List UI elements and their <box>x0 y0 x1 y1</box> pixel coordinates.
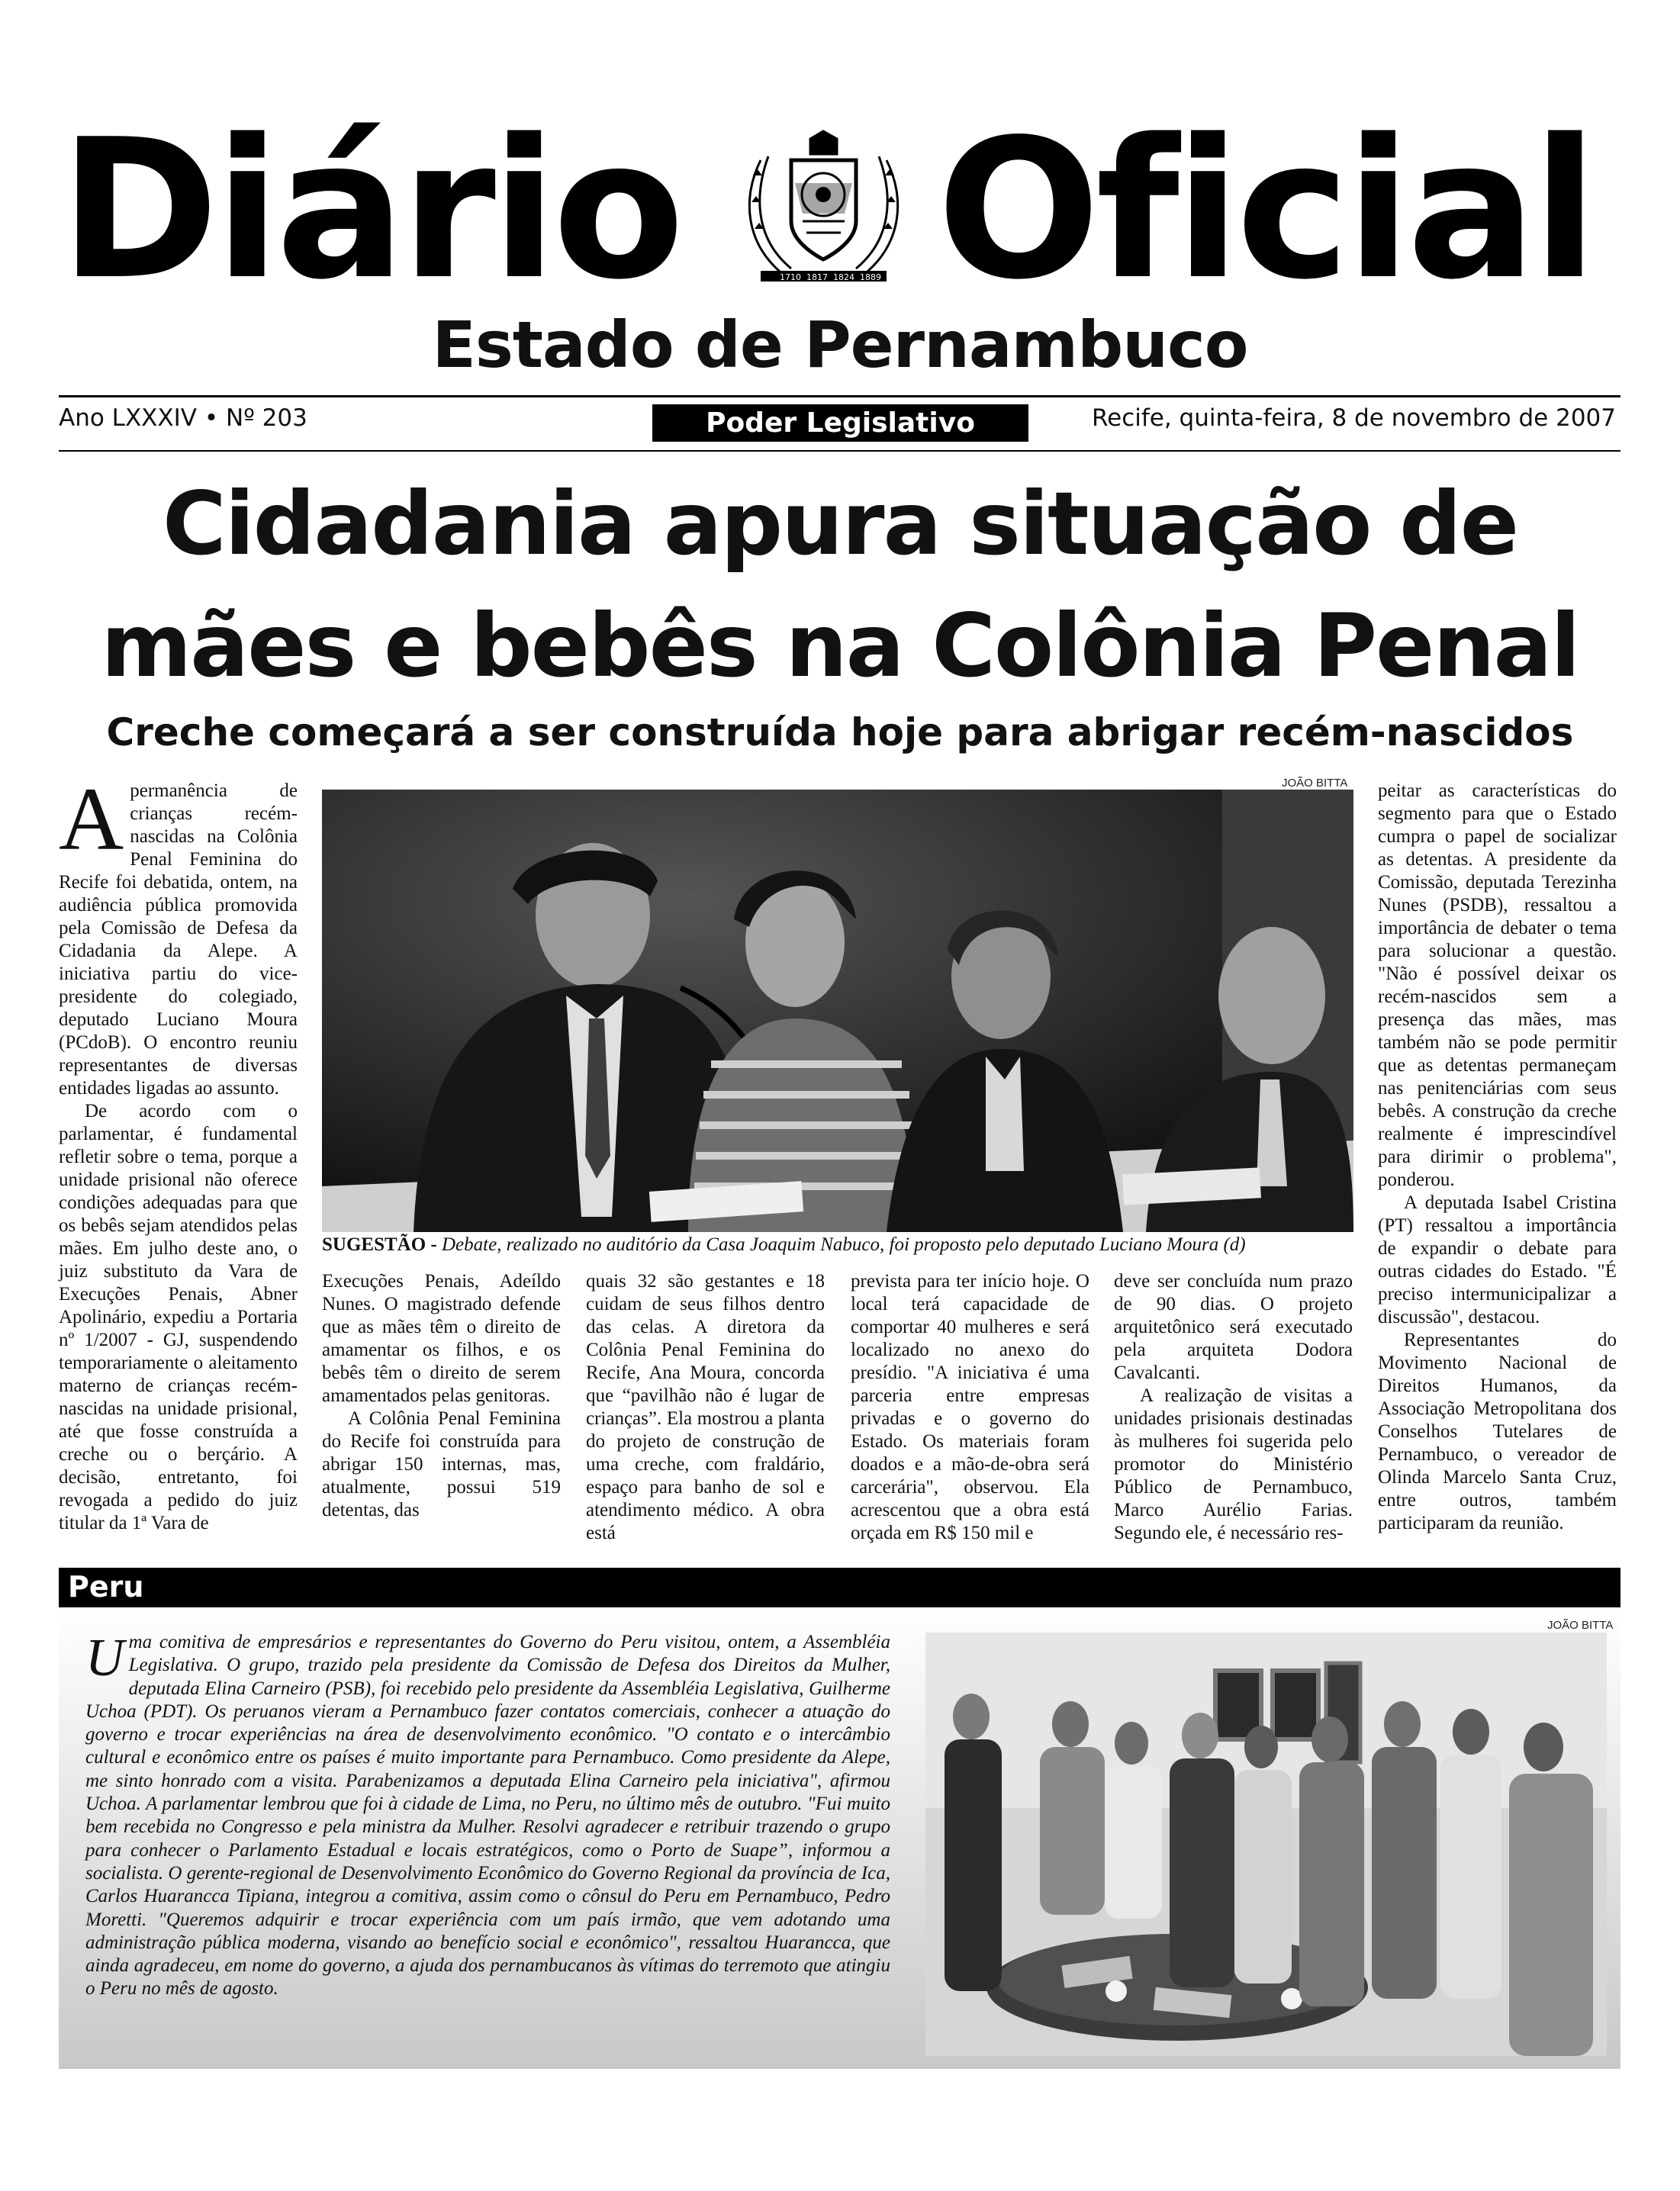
article-paragraph: prevista para ter início hoje. O local terá capacidade de comportar 40 mulheres e será localizado no anexo do presídio. "A iniciativa é uma parceria entre empresas privadas e o governo do Estado. Os materiais foram doados e a mão-de-obra será carcerária", observou. Ela acrescentou que a obra está orçada em R$ 150 mil e <box>851 1271 1089 1543</box>
seal-date-4: 1889 <box>860 272 881 282</box>
drop-cap: A <box>59 769 124 869</box>
top-rule <box>59 395 1620 397</box>
masthead-title-right: Oficial <box>937 98 1594 322</box>
article-paragraph: peitar as características do segmento para que o Estado cumpra o papel de socializar as detentas. A presidente da Comissão, deputada Terezinha Nunes (PSDB), ressaltou a importância de debater o tema para solucionar a questão. "Não é possível deixar os recém-nascidos sem a presença das mães, mas também não se pode permitir que as detentas permaneçam nas penitenciárias com seus bebês. A construção da creche realmente é imprescindível para dirimir o problema", ponderou. <box>1378 780 1617 1190</box>
main-photo <box>322 790 1353 1232</box>
main-photo-credit: JOÃO BITTA <box>1282 777 1348 790</box>
article-paragraph: A deputada Isabel Cristina (PT) ressaltou a importância de expandir o debate para outras cidades do Estado. "É preciso intermunicipalizar a discussão", destacou. <box>1378 1192 1617 1327</box>
masthead-title-left: Diário <box>60 98 681 322</box>
peru-section-title: Peru <box>68 1570 144 1604</box>
article-column-5 <box>1114 1270 1353 1545</box>
article-paragraph: A realização de visitas a unidades prisionais destinadas às mulheres foi sugerida pelo promotor do Ministério Público de Pernambuco, Marco Aurélio Farias. Segundo ele, é necessário res- <box>1114 1385 1353 1543</box>
state-seal <box>738 130 909 294</box>
peru-article-text: ma comitiva de empresários e representantes do Governo do Peru visitou, ontem, a Assembléia Legislativa. O grupo, trazido pela presidente da Comissão de Defesa dos Direitos da Mulher, deputada Elina Carneiro (PSB), foi recebido pelo presidente da Assembléia Legislativa, Guilherme Uchoa (PDT). Os peruanos vieram a Pernambuco fazer contatos comerciais, conhecer a atuação do governo e trocar experiências na área de desenvolvimento econômico. "O contato e o intercâmbio cultural e econômico entre os países é muito importante para Pernambuco. Como presidente da Alepe, me sinto honrado com a visita. Parabenizamos a deputada Elina Carneiro pela iniciativa", afirmou Uchoa. A parlamentar lembrou que foi à cidade de Lima, no Peru, no último mês de outubro. "Fui muito bem recebida no Congresso e pela ministra da Mulher. Resolvi agradecer e retribuir trazendo o grupo para conhecer o Parlamento Estadual e locais estratégicos, como o Porto de Suape”, informou a socialista. O gerente-regional de Desenvolvimento Econômico do Governo Regional da província de Ica, Carlos Huarancca Tipiana, integrou a comitiva, assim como o cônsul do Peru em Pernambuco, Pedro Moretti. "Queremos adquirir e trocar experiência com um país irmão, que vem adotando uma administração pública moderna, visando ao benefício social e econômico", ressaltou Huarancca, que ainda agradeceu, em nome do governo, a ajuda dos pernambucanos às vítimas do terremoto que atingiu o Peru no mês de agosto. <box>85 1632 890 2000</box>
coat-of-arms-icon <box>738 130 909 294</box>
peru-article <box>85 1631 890 2001</box>
headline-deck: Creche começará a ser construída hoje para abrigar recém-nascidos <box>106 710 1574 754</box>
article-column-1 <box>59 769 298 1535</box>
seal-date-3: 1824 <box>833 272 854 282</box>
dateline: Recife, quinta-feira, 8 de novembro de 2007 <box>1091 404 1616 432</box>
article-column-6 <box>1378 780 1617 1535</box>
article-column-3 <box>586 1270 825 1545</box>
seal-date-2: 1817 <box>806 272 828 282</box>
article-paragraph: deve ser concluída num prazo de 90 dias. O projeto arquitetônico será executado pela arquiteta Dodora Cavalcanti. <box>1114 1271 1353 1383</box>
article-paragraph: A Colônia Penal Feminina do Recife foi construída para abrigar 150 internas, mas, atualmente, possui 519 detentas, das <box>322 1408 561 1520</box>
bottom-rule <box>59 450 1620 452</box>
main-photo-caption <box>322 1234 1375 1256</box>
visitors-group-image <box>925 1633 1607 2056</box>
peru-photo <box>925 1633 1607 2056</box>
article-paragraph: Representantes do Movimento Nacional de Direitos Humanos, da Associação Metropolitana dos Conselhos Tutelares de Pernambuco, o vereador de Olinda Marcelo Santa Cruz, entre outros, também participaram da reunião. <box>1378 1330 1617 1533</box>
article-paragraph: De acordo com o parlamentar, é fundamental refletir sobre o tema, porque a unidade prisional não oferece condições adequadas para que os bebês sejam atendidos pelas mães. Em julho deste ano, o juiz substituto da Vara de Execuções Penais, Abner Apolinário, expediu a Portaria nº 1/2007 - GJ, suspendendo temporariamente o aleitamento materno de crianças recém-nascidas na unidade prisional, até que fosse construída a creche ou o berçário. A decisão, entretanto, foi revogada a pedido do juiz titular da 1ª Vara de <box>59 1101 298 1533</box>
article-column-4 <box>851 1270 1089 1545</box>
peru-section-bar <box>59 1568 1620 1607</box>
seal-date-1: 1710 <box>780 272 801 282</box>
article-paragraph: quais 32 são gestantes e 18 cuidam de seus filhos dentro das celas. A diretora da Colônia Penal Feminina do Recife, Ana Moura, concorda que “pavilhão não é lugar de crianças”. Ela mostrou a planta do projeto de construção de uma creche, com fraldário, espaço para banho de sol e atendimento médico. A obra está <box>586 1271 825 1543</box>
debate-panel-image <box>322 790 1353 1232</box>
caption-text: Debate, realizado no auditório da Casa Joaquim Nabuco, foi proposto pelo deputado Luciano Moura (d) <box>441 1234 1246 1255</box>
caption-label: SUGESTÃO - <box>322 1234 437 1255</box>
peru-drop-cap: U <box>85 1629 124 1687</box>
peru-photo-credit: JOÃO BITTA <box>1547 1619 1614 1632</box>
state-subtitle: Estado de Pernambuco <box>432 307 1248 382</box>
article-paragraph: Execuções Penais, Adeíldo Nunes. O magistrado defende que as mães têm o direito de amamentar os filhos, e os bebês têm o direito de serem amamentados pelas genitoras. <box>322 1271 561 1406</box>
section-badge: Poder Legislativo <box>652 404 1028 442</box>
headline-line-1: Cidadania apura situação de <box>162 473 1518 574</box>
article-column-2 <box>322 1270 561 1522</box>
edition-number: Ano LXXXIV • Nº 203 <box>59 404 307 432</box>
headline-line-2: mães e bebês na Colônia Penal <box>101 595 1579 697</box>
article-paragraph: Apermanência de crianças recém-nascidas na Colônia Penal Feminina do Recife foi debatida, ontem, na audiência pública promovida pela Comissão de Defesa da Cidadania da Alepe. A iniciativa partiu do vice-presidente do colegiado, deputado Luciano Moura (PCdoB). O encontro reuniu representantes de diversas entidades ligadas ao assunto. <box>59 769 298 1099</box>
